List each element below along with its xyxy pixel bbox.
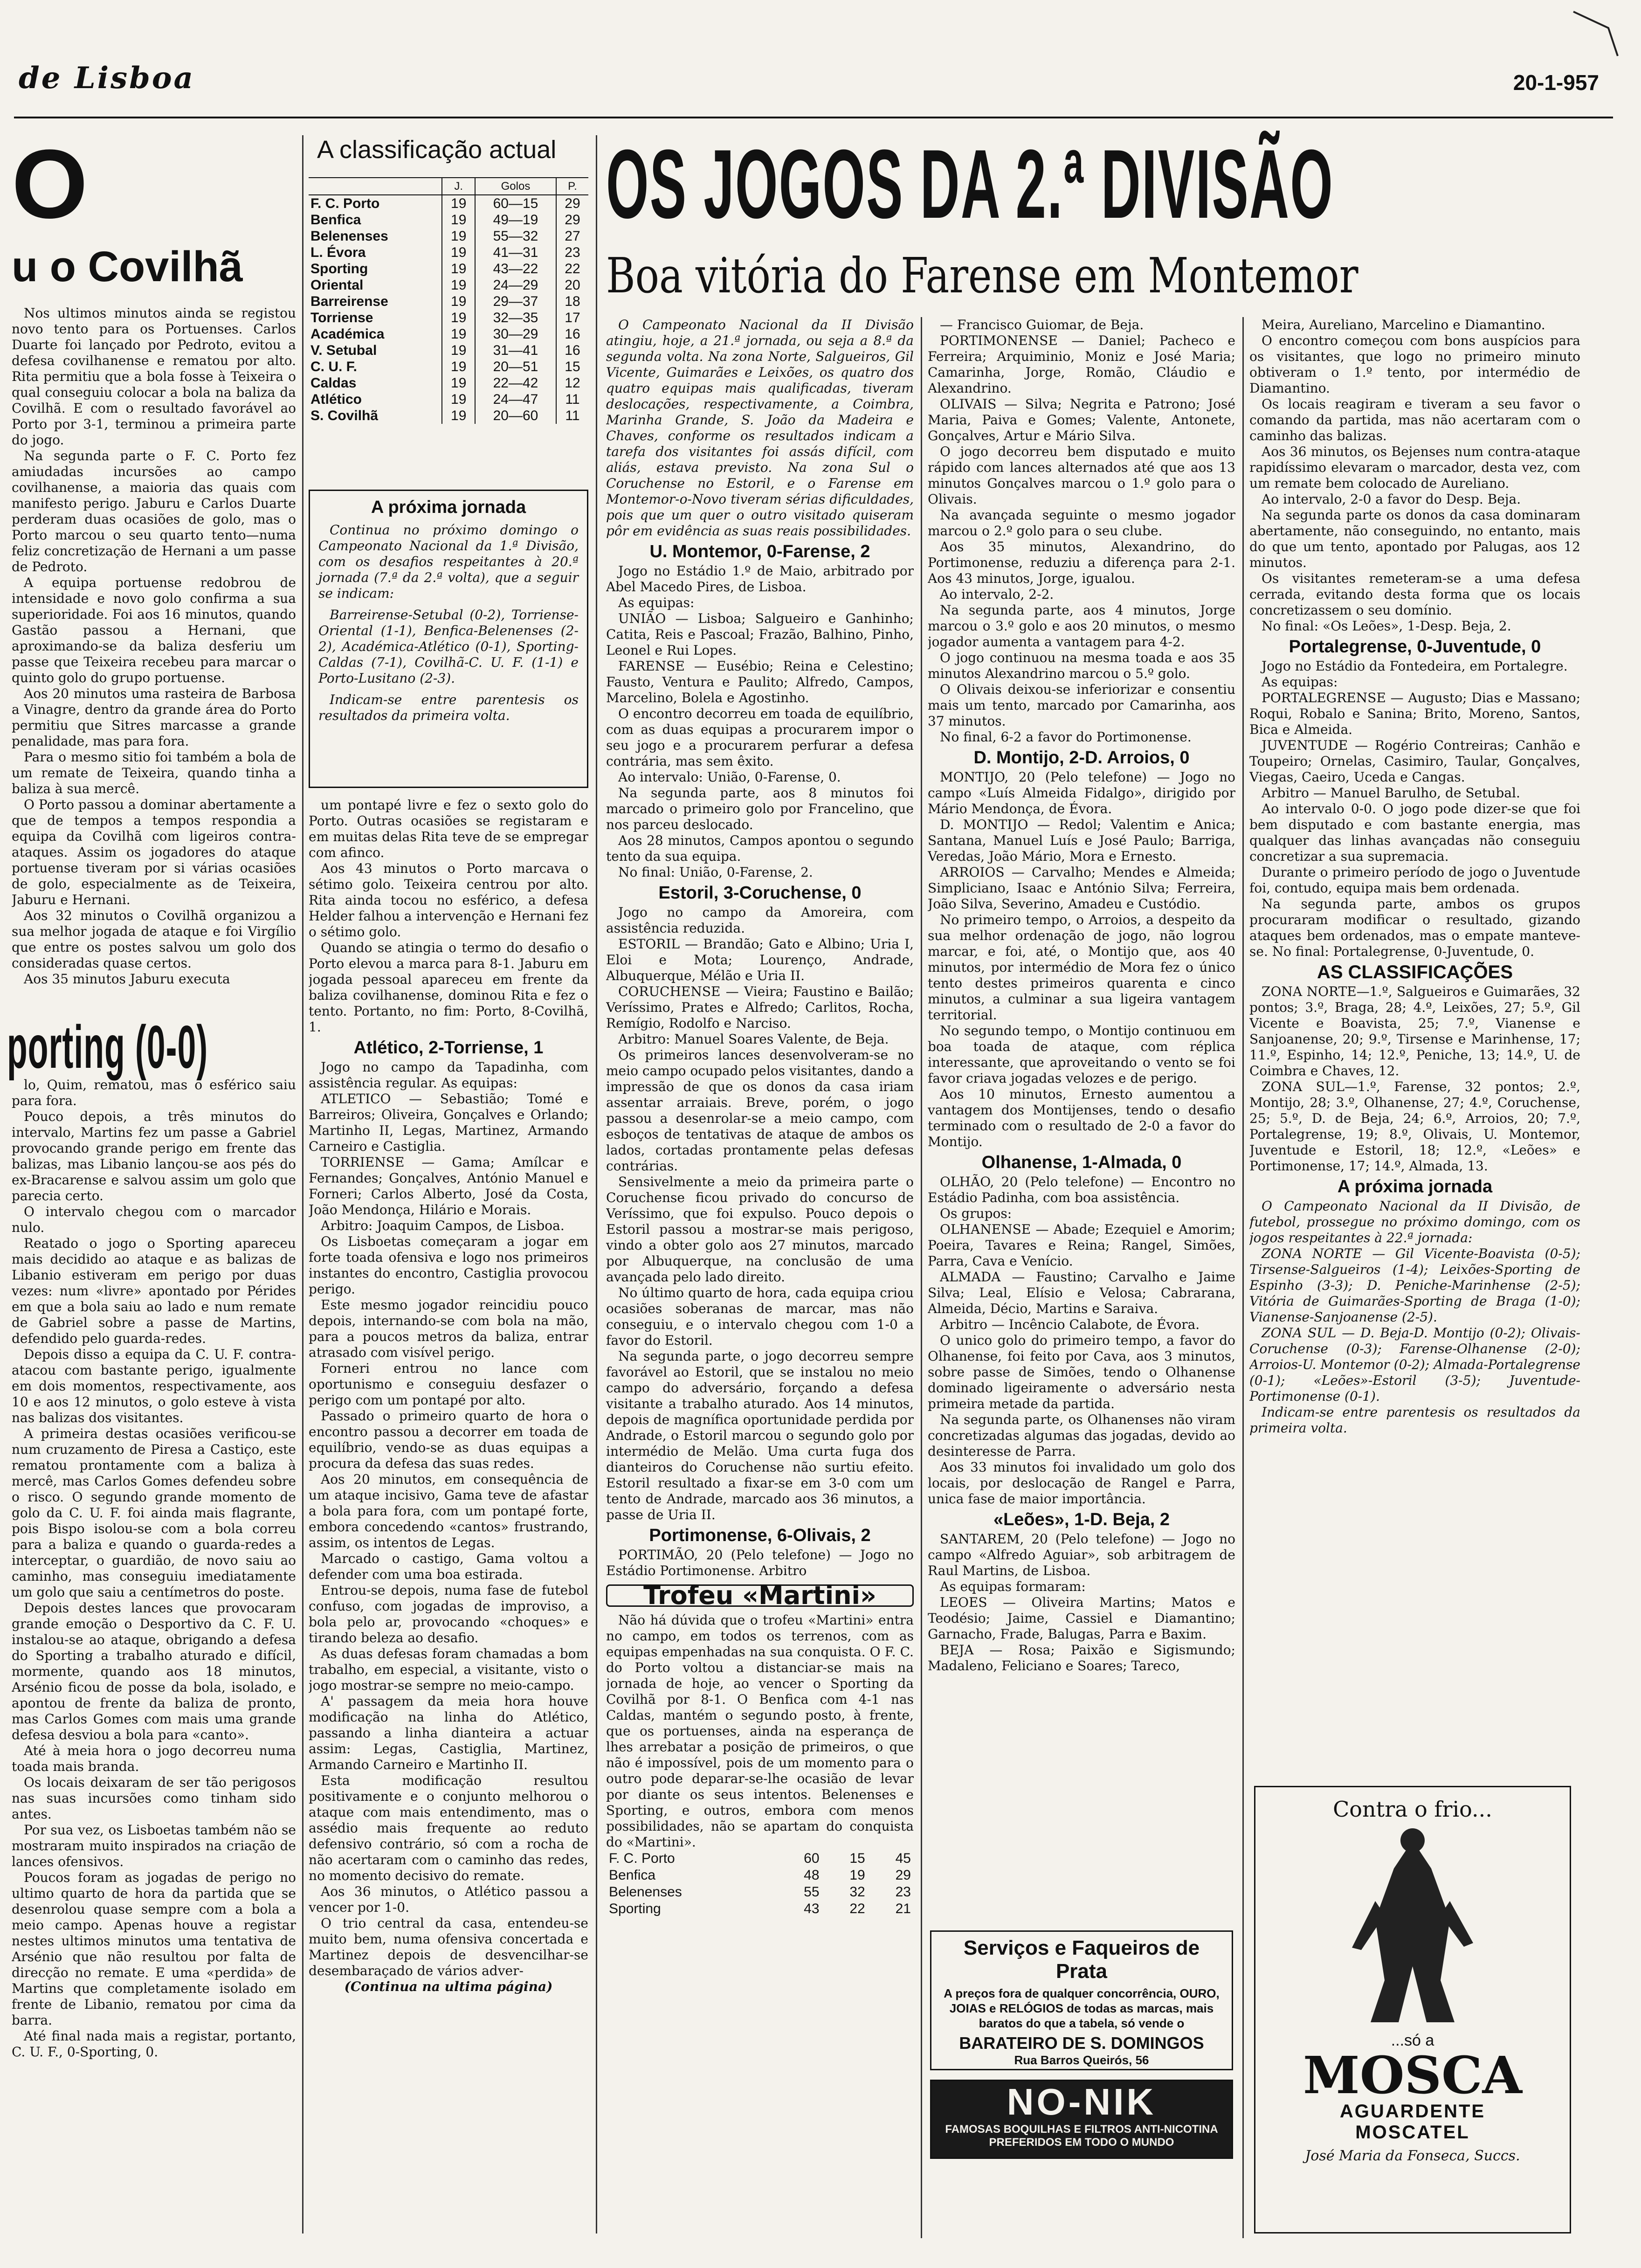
paragraph: As equipas: [618, 595, 695, 610]
game3-title: Portimonense, 6-Olivais, 2 [649, 1526, 871, 1545]
column-rule [302, 135, 303, 2233]
standings-row [309, 326, 588, 342]
paragraph: ARROIOS — Carvalho; Mendes e Almeida; Simpliciano, Isaac e António Silva; Ferreira, João Silva, Severino, Amadeu e Custódio. [928, 864, 1235, 912]
trofeu-cell: 21 [895, 1901, 911, 1916]
paragraph: No final: União, 0-Farense, 2. [618, 864, 813, 880]
ad-faqueiros-text: A preços fora de qualquer concorrência, OURO, JOIAS e RELÓGIOS de todas as marcas, mais baratos do que a tabela, só vende o [944, 1986, 1220, 2030]
paragraph: Na segunda parte os donos da casa dominaram abertamente, não conseguindo, no entanto, mais do que um tento, apontado por Palugas, aos 12 minutos. [1249, 507, 1580, 570]
paragraph: Na segunda parte, aos 4 minutos, Jorge marcou o 3.º golo e aos 20 minutos, o mesmo jogador aumenta a vantagem para 4-2. [928, 602, 1235, 650]
standings-cell: 49—19 [475, 212, 556, 228]
standings-cell: 20—51 [475, 359, 556, 375]
paragraph: ATLETICO — Sebastião; Tomé e Barreiros; Oliveira, Gonçalves e Orlando; Martinho II, Legas, Martinez, Armando Carneiro e Castiglia. [309, 1091, 588, 1154]
trofeu-cell: 29 [895, 1867, 911, 1883]
paragraph: As equipas: [1262, 674, 1338, 690]
standings-cell: 12 [556, 375, 588, 391]
standings-row [309, 212, 588, 228]
standings-cell: F. C. Porto [310, 196, 380, 211]
standings-row [309, 391, 588, 408]
paragraph: Até final nada mais a registar, portanto, C. U. F., 0-Sporting, 0. [12, 2028, 296, 2060]
game2-title: Estoril, 3-Coruchense, 0 [658, 883, 862, 903]
paragraph: Marcado o castigo, Gama voltou a defender com uma boa estirada. [309, 1551, 588, 1582]
paragraph: TORRIENSE — Gama; Amílcar e Fernandes; Gonçalves, António Manuel e Forneri; Carlos Alberto, José da Costa, João Mendonça, Hilário e Morais. [309, 1155, 588, 1217]
standings-cell: 19 [442, 391, 475, 408]
standings-row [309, 342, 588, 359]
trofeu-cell: Sporting [609, 1901, 661, 1916]
paragraph: um pontapé livre e fez o sexto golo do Porto. Outras ocasiões se registaram e em muitas delas Rita teve de se empregar com afinco. [309, 797, 588, 860]
paragraph: Aos 33 minutos foi invalidado um golo dos locais, por deslocação de Rangel e Parra, unica fase de maior importância. [928, 1459, 1235, 1507]
standings-cell: C. U. F. [310, 359, 358, 374]
paragraph: O intervalo chegou com o marcador nulo. [12, 1204, 296, 1235]
standings-cell: 19 [442, 261, 475, 277]
paragraph: FARENSE — Eusébio; Reina e Celestino; Fausto, Ventura e Paulito; Alfredo, Campos, Marcelino, Bolela e Agostinho. [606, 658, 914, 705]
paragraph: Jogo no Estádio da Fontedeira, em Portalegre. [1262, 658, 1568, 674]
trofeu-cell: 45 [895, 1851, 911, 1866]
paragraph: Depois destes lances que provocaram grande emoção o Desportivo da C. F. U. instalou-se ao ataque, obrigando a defesa do Sporting a trabalho aturado e difícil, mormente, quando aos 18 minutos, Arsénio ficou de posse da bola, isolado, e apontou de frente da baliza de pronto, mas Carlos Gomes com mais uma grande defesa desviou a bola para «canto». [12, 1600, 296, 1742]
paragraph: Para o mesmo sitio foi também a bola de um remate de Teixeira, quando tinha a baliza à sua mercê. [12, 749, 296, 796]
col-c-first: Meira, Aureliano, Marcelino e Diamantino. [1262, 317, 1545, 332]
standings-cell: 15 [556, 359, 588, 375]
standings-table [309, 177, 588, 424]
paragraph: ALMADA — Faustino; Carvalho e Jaime Silva; Leal, Elísio e Velosa; Cabrarana, Almeida, Décio, Martins e Saraiva. [928, 1269, 1235, 1316]
trofeu-cell: Belenenses [609, 1884, 682, 1900]
ad-mosca-mid: ...só a [1391, 2032, 1434, 2049]
standings-title: A classificação actual [317, 136, 557, 164]
paragraph: Ao intervalo, 2-2. [940, 587, 1054, 602]
paragraph: Passado o primeiro quarto de hora o encontro passou a decorrer em toada de equilíbrio, vendo-se as duas equipas a procura da defesa das suas redes. [309, 1408, 588, 1471]
trofeu-cell: 19 [849, 1867, 865, 1883]
paragraph: Arbitro: Joaquim Campos, de Lisboa. [321, 1218, 565, 1233]
paragraph: Na segunda parte, aos 8 minutos foi marcado o primeiro golo por Francelino, que nos parceu deslocado. [606, 785, 914, 832]
paragraph: Arbitro: Manuel Soares Valente, de Beja. [618, 1031, 889, 1047]
standings-cell: 23 [556, 244, 588, 261]
paragraph: Na segunda parte, ambos os grupos procuraram modificar o resultado, gizando ataques bem ordenados, mas o empate manteve-se. No final: Portalegrense, 0-Juventude, 0. [1249, 896, 1580, 959]
left-big-letter: O [12, 129, 88, 239]
paragraph: Os locais reagiram e tiveram a seu favor o comando da partida, mas não acertaram com o caminho das balizas. [1249, 396, 1580, 443]
paragraph: UNIÃO — Lisboa; Salgueiro e Ganhinho; Catita, Reis e Pascoal; Frazão, Balhino, Pinho, Leonel e Rui Lopes. [606, 611, 914, 658]
standings-cell: 16 [556, 342, 588, 359]
sporting-article-title: porting (0-0) [7, 1013, 208, 1081]
paragraph: Aos 28 minutos, Campos apontou o segundo tento da sua equipa. [606, 833, 914, 864]
standings-cell: 29—37 [475, 293, 556, 310]
paragraph: Os primeiros lances desenvolveram-se no meio campo ocupado pelos visitantes, dando a impressão de que os donos da casa iriam assentar arraiais. Breve, porém, o jogo passou a desenrolar-se a meio campo, com esboços de tentativas de ataque de ambos os lados, cortadas prontamente pelas defesas contrárias. [606, 1047, 914, 1174]
standings-cell: 19 [442, 228, 475, 244]
paragraph: Nos ultimos minutos ainda se registou novo tento para os Portuenses. Carlos Duarte foi lançado por Pedroto, evitou a defesa covilhanense e rematou por alto. Rita permitiu que a bola fosse à Teixeira o qual conseguiu colocar a bola na baliza da Covilhã. E com o resultado favorável ao Porto por 3-1, terminou a primeira parte do jogo. [12, 305, 296, 448]
paragraph: OLHANENSE — Abade; Ezequiel e Amorim; Poeira, Tavares e Reina; Rangel, Simões, Parra, Cava e Venício. [928, 1222, 1235, 1269]
paragraph: Aos 36 minutos, o Atlético passou a vencer por 1-0. [309, 1884, 588, 1915]
standings-header: P. [556, 178, 588, 195]
game1-title: U. Montemor, 0-Farense, 2 [649, 542, 870, 561]
standings-cell: 19 [442, 326, 475, 342]
mid-column [309, 797, 588, 2233]
game4-title: D. Montijo, 2-D. Arroios, 0 [973, 748, 1190, 768]
proxima-norte: ZONA NORTE — Gil Vicente-Boavista (0-5); Tirsense-Salgueiros (1-4); Leixões-Sporting de Espinho (3-3); D. Peniche-Marinhense (2-5); Vitória de Guimarães-Sporting de Braga (1-0); Vianense-Sanjoanense (2-5). [1249, 1246, 1580, 1325]
paragraph: O Porto passou a dominar abertamente a que de tempos a tempos respondia a equipa da Covilhã com ligeiros contra-ataques. Assim os jogadores do ataque portuense tiveram por si várias ocasiões de golo, especialmente as de Teixeira, Jaburu e Hernani. [12, 797, 296, 907]
trofeu-cell: 43 [804, 1901, 820, 1916]
proxima-intro: O Campeonato Nacional da II Divisão, de futebol, prossegue no próximo domingo, com os jogos respeitantes à 22.ª jornada: [1249, 1198, 1580, 1245]
standings-cell: L. Évora [310, 245, 366, 260]
game6-title: «Leões», 1-D. Beja, 2 [993, 1510, 1170, 1529]
trofeu-cell: 22 [849, 1901, 865, 1916]
paragraph: Até à meia hora o jogo decorreu numa toada mais branda. [12, 1743, 296, 1774]
ad-nonik-text: FAMOSAS BOQUILHAS E FILTROS ANTI-NICOTINA PREFERIDOS EM TODO O MUNDO [945, 2123, 1218, 2149]
standings-cell: 19 [442, 244, 475, 261]
standings-cell: Atlético [310, 392, 362, 407]
paragraph: Aos 35 minutos Jaburu executa [24, 971, 230, 987]
paragraph: Aos 43 minutos o Porto marcava o sétimo golo. Teixeira centrou por alto. Rita ainda tocou no esférico, a defesa Helder falhou a intervenção e Hernani fez o sétimo golo. [309, 861, 588, 940]
standings-cell: 24—29 [475, 277, 556, 293]
paragraph: Aos 20 minutos, em consequência de um ataque incisivo, Gama teve de afastar a bola para fora, com um pontapé forte, embora concedendo «cantos» frustrando, assim, os intentos de Legas. [309, 1472, 588, 1550]
paragraph: Aos 10 minutos, Ernesto aumentou a vantagem dos Montijenses, tendo o desafio terminado com o resultado de 2-0 a favor do Montijo. [928, 1086, 1235, 1149]
paragraph: Os locais deixaram de ser tão perigosos nas suas incursões como tinham sido antes. [12, 1775, 296, 1822]
standings-cell: 19 [442, 195, 475, 212]
standings-row [309, 244, 588, 261]
intro-paragraph: O Campeonato Nacional da II Divisão atingiu, hoje, a 21.ª jornada, ou seja a 8.ª da segunda volta. Na zona Norte, Salgueiros, Gil Vicente, Guimarães e Leixões, os quatro dos quatro equipas mais qualificadas, tiveram deslocações, respectivamente, a Coimbra, Marinha Grande, S. João da Madeira e Chaves, conforme os resultados indicam a tarefa dos visitantes foi assás difícil, com aliás, estava previsto. Na zona Sul o Coruchense no Estoril, e o Farense em Montemor-o-Novo tiveram sérias dificuldades, pois que um quer o outro visitado quiseram pôr em evidência as suas reais possibilidades. [606, 317, 914, 539]
paragraph: Os visitantes remeteram-se a uma defesa cerrada, evitando desta forma que os locais concretizassem o seu domínio. [1249, 571, 1580, 618]
standings-cell: 29 [556, 195, 588, 212]
standings-cell: 11 [556, 391, 588, 408]
paragraph: Reatado o jogo o Sporting apareceu mais decidido ao ataque e as balizas de Libanio estiveram em perigo por duas vezes: num «livre» apontado por Pérides em que a bola saiu ao lado e num remate de Gabriel sobre a passe de Martins, defendido pelo guarda-redes. [12, 1236, 296, 1346]
standings-row [309, 261, 588, 277]
classificacoes-title: AS CLASSIFICAÇÕES [1317, 962, 1513, 982]
paragraph: Arbitro — Manuel Barulho, de Setubal. [1262, 785, 1520, 801]
trofeu-cell: Benfica [609, 1867, 656, 1883]
paragraph: Forneri entrou no lance com oportunismo e conseguiu desfazer o perigo com um pontapé por alto. [309, 1361, 588, 1408]
zona-norte: ZONA NORTE—1.º, Salgueiros e Guimarães, 32 pontos; 3.º, Braga, 28; 4.º, Leixões, 27; 5.º, Gil Vicente e Boavista, 25; 7.º, Vianense e Sanjoanense, 20; 9.º, Tirsense e Marinhense, 17; 11.º, Espinho, 14; 12.º, Peniche, 13; 14.º, U. de Coimbra e Chaves, 12. [1249, 984, 1580, 1079]
column-rule [921, 317, 922, 2238]
paragraph: A equipa portuense redobrou de intensidade e novo golo confirma a sua superioridade. Foi aos 16 minutos, quando Gastão passou a Hernani, que aproximando-se da baliza desferiu um passe que Teixeira recebeu para marcar o quinto golo do grupo portuense. [12, 575, 296, 685]
ad-mosca-figure [1343, 1826, 1482, 2027]
atletico-title: Atlético, 2-Torriense, 1 [353, 1038, 544, 1058]
paragraph: JUVENTUDE — Rogério Contreiras; Canhão e Toupeiro; Ornelas, Casimiro, Taular, Gonçalves, Viegas, Caeiro, Uceda e Cangas. [1249, 738, 1580, 785]
proxima-box-note: Indicam-se entre parentesis os resultados da primeira volta. [318, 692, 579, 723]
standings-cell: Académica [310, 326, 385, 342]
paragraph: Os grupos: [940, 1206, 1012, 1221]
paragraph: Arbitro — Incêncio Calabote, de Évora. [940, 1317, 1200, 1332]
ad-mosca-brand: MOSCA [1303, 2045, 1522, 2105]
ad-mosca-sub2: MOSCATEL [1355, 2122, 1470, 2143]
paragraph: Depois disso a equipa da C. U. F. contra-atacou com bastante perigo, igualmente em dois momentos, respectivamente, aos 10 e aos 12 minutos, o golo esteve à vista nas balizas dos visitantes. [12, 1347, 296, 1425]
standings-cell: 60—15 [475, 195, 556, 212]
paragraph: Poucos foram as jogadas de perigo no ultimo quarto de hora da partida que se desenrolou quase sempre com a bola a meio campo. Apenas houve a registar nestes ultimos minutos uma tentativa de Arsénio que não resultou por falta de direcção no remate. E uma «perdida» de Martins que completamente isolado em frente de Libanio, rematou por cima da barra. [12, 1870, 296, 2028]
standings-cell: S. Covilhã [310, 408, 379, 423]
paragraph: Na segunda parte, os Olhanenses não viram concretizadas algumas das jogadas, devido ao desinteresse de Parra. [928, 1412, 1235, 1459]
paragraph: PORTALEGRENSE — Augusto; Dias e Massano; Roqui, Robalo e Sanina; Brito, Moreno, Santos, Bica e Almeida. [1249, 690, 1580, 737]
game5-title: Olhanense, 1-Almada, 0 [981, 1153, 1182, 1172]
column-rule [1242, 317, 1244, 2238]
paragraph: Esta modificação resultou positivamente e o conjunto melhorou o ataque com mais entendimento, mas o assédio mais frequente ao reduto defensivo contrário, só com a rocha de não acertaram com o caminho das redes, no momento decisivo do remate. [309, 1773, 588, 1883]
page-curl-mark [1571, 9, 1622, 61]
standings-cell: 19 [442, 408, 475, 424]
standings-cell: 19 [442, 375, 475, 391]
paragraph: No segundo tempo, o Montijo continuou em boa toada de ataque, com réplica interessante, que aproveitando o vento se foi favor criava jogadas velozes e de perigo. [928, 1023, 1235, 1086]
header-rule [14, 117, 1613, 118]
standings-cell: 11 [556, 408, 588, 424]
game7-title: Portalegrense, 0-Juventude, 0 [1289, 637, 1541, 657]
standings-cell: 20—60 [475, 408, 556, 424]
trofeu-row [606, 1867, 914, 1884]
paragraph: As duas defesas foram chamadas a bom trabalho, em especial, a visitante, visto o jogo mostrar-se sempre no meio-campo. [309, 1646, 588, 1693]
col-a [606, 317, 914, 2238]
standings-header: Golos [475, 178, 556, 195]
standings-cell: 16 [556, 326, 588, 342]
standings-cell: 27 [556, 228, 588, 244]
paragraph: Jogo no campo da Tapadinha, com assistência regular. As equipas: [309, 1059, 588, 1091]
sporting-article-body [12, 1077, 296, 2233]
paragraph: lo, Quim, rematou, mas o esférico saiu para fora. [12, 1077, 296, 1108]
paragraph: LEOES — Oliveira Martins; Matos e Teodésio; Jaime, Cassiel e Diamantino; Garnacho, Frade, Balugas, Parra e Baxim. [928, 1595, 1235, 1642]
trofeu-text: Não há dúvida que o trofeu «Martini» entra no campo, em todos os terrenos, com as equipas empenhadas na sua conquista. O F. C. do Porto voltou a distanciar-se mais na jornada de hoje, ao vencer o Sporting da Covilhã por 8-1. O Benfica com 4-1 nas Caldas, mantém o segundo posto, à frente, que os portuenses, ainda na esperança de lhes arrebatar a posição de primeiros, o que não é impossível, pois de um momento para o outro pode deparar-se-lhe ocasião de levar por diante os seus intentos. Belenenses e Sporting, e outros, embora com menos possibilidades, não se apartam do conquista do «Martini». [606, 1612, 914, 1850]
paragraph: Ao intervalo: União, 0-Farense, 0. [618, 769, 841, 785]
continua-note: (Continua na ultima página) [344, 1979, 553, 1994]
standings-cell: 20 [556, 277, 588, 293]
standings-cell: 55—32 [475, 228, 556, 244]
col-c [1249, 317, 1580, 1777]
standings-row [309, 293, 588, 310]
trofeu-cell: 48 [804, 1867, 820, 1883]
standings-row [309, 277, 588, 293]
ad-faqueiros [930, 1930, 1233, 2070]
ad-faqueiros-title: Serviços e Faqueiros de Prata [963, 1936, 1200, 1983]
standings-cell: 19 [442, 342, 475, 359]
standings-cell: 32—35 [475, 310, 556, 326]
trofeu-cell: 15 [849, 1851, 865, 1866]
paragraph: O trio central da casa, entendeu-se muito bem, numa ofensiva concertada e Martinez depois de desvencilhar-se desembaraçado de vários adver- [309, 1915, 588, 1978]
paragraph: MONTIJO, 20 (Pelo telefone) — Jogo no campo «Luís Almeida Fidalgo», dirigido por Mário Mendonça, de Évora. [928, 769, 1235, 816]
paragraph: Pouco depois, a três minutos do intervalo, Martins fez um passe a Gabriel provocando grande perigo em frente das balizas, mas Libanio lançou-se aos pés do ex-Bracarense e salvou assim um golo que parecia certo. [12, 1109, 296, 1203]
standings-cell: Belenenses [310, 228, 388, 244]
standings-cell: Barreirense [310, 294, 388, 309]
proxima-note: Indicam-se entre parentesis os resultados da primeira volta. [1249, 1404, 1580, 1436]
trofeu-row [606, 1884, 914, 1901]
paragraph: Ao intervalo, 2-0 a favor do Desp. Beja. [1262, 491, 1521, 507]
paragraph: Na segunda parte, o jogo decorreu sempre favorável ao Estoril, que se instalou no meio campo do adversário, forçando a defesa visitante a trabalho aturado. Aos 14 minutos, depois de magnífica oportunidade perdida por Andrade, o Estoril marcou o segundo golo por intermédio de Melão. Uma curta fuga dos dianteiros do Coruchense não surtiu efeito. Estoril resultado a fixar-se em 3-0 com um tento de Andrade, marcado aos 36 minutos, a passe de Uria II. [606, 1348, 914, 1522]
left-article-title: u o Covilhã [12, 243, 243, 290]
paragraph: Este mesmo jogador reincidiu pouco depois, internando-se com bola na mão, para a poucos metros da baliza, entrar atrasado com visível perigo. [309, 1297, 588, 1360]
zona-sul: ZONA SUL—1.º, Farense, 32 pontos; 2.º, Montijo, 28; 3.º, Olhanense, 27; 4.º, Coruchense, 25; 5.º, D. de Beja, 24; 6.º, Arroios, 20; 7.º, Portalegrense, 19; 8.º, Olivais, U. Montemor, Juventude e Estoril, 18; 12.º, «Leões» e Portimonense, 17; 14.º, Almada, 13. [1249, 1079, 1580, 1174]
trofeu-table [606, 1850, 914, 1917]
ad-mosca [1254, 1786, 1571, 2233]
paragraph: Na avançada seguinte o mesmo jogador marcou o 2.º golo para o seu clube. [928, 507, 1235, 539]
trofeu-row [606, 1901, 914, 1917]
paragraph: Aos 35 minutos, Alexandrino, do Portimonense, reduziu a diferença para 2-1. Aos 43 minutos, Jorge, igualou. [928, 539, 1235, 586]
standings-row [309, 375, 588, 391]
paragraph: A primeira destas ocasiões verificou-se num cruzamento de Piresa a Castiço, este rematou prontamente com a baliza à mercê, mas Carlos Gomes defendeu sobre o risco. O segundo grande momento de golo da C. U. F. foi ainda mais flagrante, pois Bispo isolou-se com a bola correu para a baliza e quando o guarda-redes a interceptar, o guardião, de novo saiu ao caminho, mas conseguiu imediatamente um golo que saiu a centímetros do poste. [12, 1426, 296, 1600]
standings-cell: 19 [442, 212, 475, 228]
standings-row [309, 195, 588, 212]
left-article-body [12, 305, 296, 1005]
paragraph: Ao intervalo 0-0. O jogo pode dizer-se que foi bem disputado e com bastante energia, mas qualquer das linhas avançadas não conseguiu concretizar a sua supremacia. [1249, 801, 1580, 864]
standings-cell: 19 [442, 359, 475, 375]
paragraph: Jogo no Estádio 1.º de Maio, arbitrado por Abel Macedo Pires, de Lisboa. [606, 563, 914, 595]
standings-cell: 18 [556, 293, 588, 310]
col-b-first: — Francisco Guiomar, de Beja. [940, 317, 1144, 332]
paragraph: Aos 36 minutos, os Bejenses num contra-ataque rapidíssimo elevaram o marcador, desta vez, com um remate bem colocado de Aureliano. [1249, 444, 1580, 491]
paragraph: O Olivais deixou-se inferiorizar e consentiu mais um tento, marcado por Camarinha, aos 37 minutos. [928, 682, 1235, 729]
paragraph: Por sua vez, os Lisboetas também não se mostraram muito inspirados na criação de lances ofensivos. [12, 1822, 296, 1869]
paragraph: O encontro decorreu em toada de equilíbrio, com as duas equipas a procurarem impor o seu jogo e a procurarem perfurar a defesa contrária, mas sem êxito. [606, 706, 914, 769]
paragraph: Aos 20 minutos uma rasteira de Barbosa a Vinagre, dentro da grande área do Porto permitiu que Sitres marcasse a grande penalidade, mas para fora. [12, 686, 296, 749]
standings-cell: Torriense [310, 310, 373, 325]
paragraph: O encontro começou com bons auspícios para os visitantes, que logo no primeiro minuto obtiveram o 1.º tento, por intermédio de Diamantino. [1249, 333, 1580, 396]
standings-header [309, 178, 442, 195]
trofeu-cell: 23 [895, 1884, 911, 1900]
proxima-box-title: A próxima jornada [371, 498, 526, 517]
ad-faqueiros-store: BARATEIRO DE S. DOMINGOS [959, 2033, 1204, 2053]
trofeu-cell: 60 [804, 1851, 820, 1866]
paragraph: Jogo no campo da Amoreira, com assistência reduzida. [606, 905, 914, 936]
paragraph: A' passagem da meia hora houve modificação na linha do Atlético, passando a linha dianteira a actuar assim: Legas, Castiglia, Martinez, Armando Carneiro e Martinho II. [309, 1694, 588, 1772]
paragraph: Entrou-se depois, numa fase de futebol confuso, com jogadas de improviso, a bola pelo ar, provocando «choques» e tirando beleza ao desafio. [309, 1583, 588, 1646]
paragraph: O unico golo do primeiro tempo, a favor do Olhanense, foi feito por Cava, aos 3 minutos, sobre passe de Simões, tendo o Olhanense dominado ligeiramente o adversário nesta primeira metade da partida. [928, 1333, 1235, 1411]
proxima-jornada-box [309, 490, 588, 788]
proxima-box-text: Continua no próximo domingo o Campeonato Nacional da 1.ª Divisão, com os desafios respeitantes à 20.ª jornada (7.ª da 2.ª volta), que a seguir se indicam: [318, 522, 579, 601]
standings-cell: 17 [556, 310, 588, 326]
ad-nonik-title: NO-NIK [1007, 2081, 1157, 2123]
trofeu-cell: 55 [804, 1884, 820, 1900]
standings-cell: 31—41 [475, 342, 556, 359]
col-b [928, 317, 1235, 2112]
standings-cell: Caldas [310, 375, 357, 391]
standings-cell: 24—47 [475, 391, 556, 408]
standings-header: J. [442, 178, 475, 195]
paragraph: Na segunda parte o F. C. Porto fez amiudadas incursões ao campo covilhanense, a maioria das quais com manifesto perigo. Jaburu e Carlos Duarte perderam duas ocasiões de golo, mas o Porto marcou o seu quarto tento—numa feliz concretização de Hernani a um passe de Pedroto. [12, 448, 296, 574]
standings-cell: Benfica [310, 212, 361, 228]
standings-cell: Oriental [310, 277, 364, 293]
standings-cell: 41—31 [475, 244, 556, 261]
standings-row [309, 408, 588, 424]
standings-cell: 19 [442, 310, 475, 326]
paragraph: Os Lisboetas começaram a jogar em forte toada ofensiva e logo nos primeiros instantes do encontro, Castiglia provocou perigo. [309, 1234, 588, 1297]
standings-cell: 19 [442, 277, 475, 293]
proxima-box-games: Barreirense-Setubal (0-2), Torriense-Oriental (1-1), Benfica-Belenenses (2-2), Académica-Atlético (0-1), Sporting-Caldas (7-1), Covilhã-C. U. F. (1-1) e Porto-Lusitano (2-3). [318, 607, 579, 686]
standings-cell: 22—42 [475, 375, 556, 391]
masthead: de Lisboa [19, 61, 195, 96]
proxima-title: A próxima jornada [1337, 1177, 1493, 1196]
standings-cell: 19 [442, 293, 475, 310]
trofeu-row [606, 1850, 914, 1867]
paragraph: O jogo decorreu bem disputado e muito rápido com lances alternados até que aos 13 minutos Gonçalves marcou o 1.º golo para o Olivais. [928, 444, 1235, 507]
paragraph: Quando se atingia o termo do desafio o Porto elevou a marca para 8-1. Jaburu em jogada pessoal apareceu em frente da baliza covilhanense, dominou Rita e fez o tento. Portanto, no fim: Porto, 8-Covilhã, 1. [309, 940, 588, 1035]
column-rule [596, 135, 597, 2233]
paragraph: D. MONTIJO — Redol; Valentim e Anica; Santana, Manuel Luís e José Paulo; Barriga, Veredas, João Mário, Mora e Ernesto. [928, 817, 1235, 864]
ad-mosca-sub1: AGUARDENTE [1339, 2101, 1486, 2122]
paragraph: No último quarto de hora, cada equipa criou ocasiões soberanas de marcar, mas não conseguiu, e o intervalo chegou com 1-0 a favor do Estoril. [606, 1285, 914, 1348]
game3-text: PORTIMÃO, 20 (Pelo telefone) — Jogo no Estádio Portimonense. Arbitro [606, 1547, 914, 1578]
standings-row [309, 359, 588, 375]
paragraph: CORUCHENSE — Vieira; Faustino e Bailão; Veríssimo, Prates e Alfredo; Carlitos, Rocha, Remígio, Rodolfo e Narciso. [606, 984, 914, 1031]
ad-faqueiros-address: Rua Barros Queirós, 56 [1014, 2053, 1149, 2067]
ad-mosca-signature: José Maria da Fonseca, Succs. [1305, 2148, 1520, 2164]
trofeu-title: Trofeu «Martini» [606, 1584, 914, 1607]
paragraph: O jogo continuou na mesma toada e aos 35 minutos Alexandrino marcou o 5.º golo. [928, 650, 1235, 681]
paragraph: Aos 32 minutos o Covilhã organizou a sua melhor jogada de ataque e foi Virgílio que entre os postes salvou um golo dos consideradas quase certos. [12, 908, 296, 971]
paragraph: No final: «Os Leões», 1-Desp. Beja, 2. [1262, 618, 1511, 634]
trofeu-cell: F. C. Porto [609, 1851, 675, 1866]
standings-cell: 30—29 [475, 326, 556, 342]
trofeu-cell: 32 [849, 1884, 865, 1900]
standings-cell: 29 [556, 212, 588, 228]
paragraph: Sensivelmente a meio da primeira parte o Coruchense ficou privado do concurso de Veríssimo, que foi expulso. Pouco depois o Estoril passou a mostrar-se mais perigoso, vindo a obter golo aos 27 minutos, marcado por Albuquerque, na conclusão de uma avançada pelo lado direito. [606, 1174, 914, 1285]
paragraph: SANTAREM, 20 (Pelo telefone) — Jogo no campo «Alfredo Aguiar», sob arbitragem de Raul Martins, de Lisboa. [928, 1531, 1235, 1578]
standings-cell: Sporting [310, 261, 368, 277]
paragraph: OLIVAIS — Silva; Negrita e Patrono; José Maria, Paiva e Gomes; Valente, Antonete, Gonçalves, Artur e Mário Silva. [928, 396, 1235, 443]
main-subhead: Boa vitória do Farense em Montemor [606, 247, 1358, 304]
main-headline: OS JOGOS DA 2.ª DIVISÃO [606, 129, 1334, 239]
standings-cell: V. Setubal [310, 343, 377, 358]
issue-date: 20-1-957 [1513, 70, 1599, 95]
ad-nonik [930, 2080, 1233, 2159]
paragraph: PORTIMONENSE — Daniel; Pacheco e Ferreira; Arquiminio, Moniz e José Maria; Camarinha, Jorge, Romão, Cláudio e Alexandrino. [928, 333, 1235, 396]
paragraph: As equipas formaram: [940, 1579, 1086, 1594]
standings-row [309, 228, 588, 244]
paragraph: Durante o primeiro período de jogo o Juventude foi, contudo, equipa mais bem ordenada. [1249, 864, 1580, 896]
ad-mosca-top: Contra o frio... [1333, 1797, 1492, 1822]
paragraph: BEJA — Rosa; Paixão e Sigismundo; Madaleno, Feliciano e Soares; Tareco, [928, 1642, 1235, 1673]
paragraph: OLHÃO, 20 (Pelo telefone) — Encontro no Estádio Padinha, com boa assistência. [928, 1174, 1235, 1205]
standings-cell: 22 [556, 261, 588, 277]
paragraph: No final, 6-2 a favor do Portimonense. [940, 729, 1192, 745]
paragraph: ESTORIL — Brandão; Gato e Albino; Uria I, Eloi e Mota; Lourenço, Andrade, Albuquerque, Mélão e Uria II. [606, 936, 914, 983]
standings-cell: 43—22 [475, 261, 556, 277]
paragraph: No primeiro tempo, o Arroios, a despeito da sua melhor ordenação de jogo, não logrou marcar, e foi, até, o Montijo que, aos 40 minutos, por intermédio de Mora fez o único tento destes primeiros quarenta e cinco minutos, a culminar a sua ligeira vantagem territorial. [928, 912, 1235, 1023]
standings-row [309, 310, 588, 326]
proxima-sul: ZONA SUL — D. Beja-D. Montijo (0-2); Olivais-Coruchense (0-3); Farense-Olhanense (2-0); Arroios-U. Montemor (0-2); Almada-Portalegrense (0-1); «Leões»-Estoril (3-5); Juventude-Portimonense (0-1). [1249, 1325, 1580, 1404]
